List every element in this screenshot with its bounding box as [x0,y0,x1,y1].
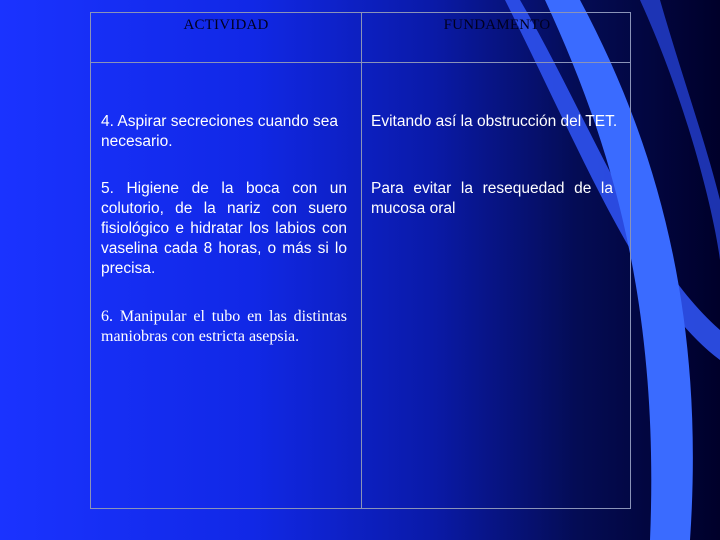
row-4-actividad: 4. Aspirar secreciones cuando sea necesario. [101,113,338,150]
row-4-fundamento: Evitando así la obstrucción del TET. [371,113,618,130]
row-6-actividad: 6. Manipular el tubo en las distintas maniobras con estricta asepsia. [101,308,347,345]
row-5-fundamento: Para evitar la resequedad de la mucosa oral [371,180,613,217]
header-actividad: ACTIVIDAD [183,17,269,33]
header-fundamento: FUNDAMENTO [443,17,551,33]
header-divider [91,62,630,63]
column-divider [361,13,362,508]
row-5-actividad: 5. Higiene de la boca con un colutorio, de la nariz con suero fisiológico e hidratar los labios con vaselina cada 8 horas, o más si lo precisa. [101,180,347,277]
activities-table [90,12,631,509]
